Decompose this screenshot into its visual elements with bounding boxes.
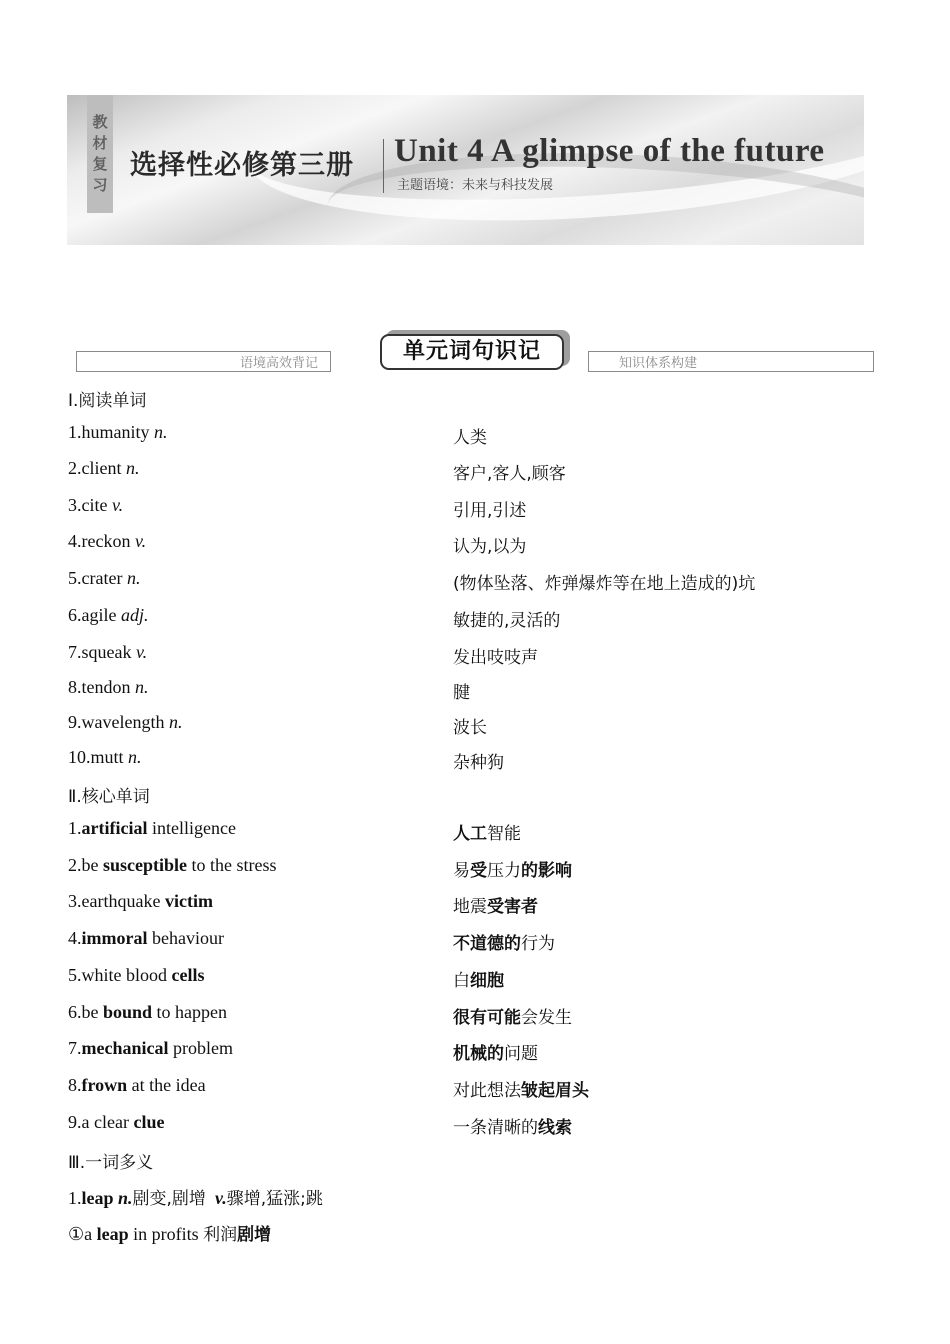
- item-number: 5.: [68, 568, 82, 588]
- item-number: 1.: [68, 1188, 82, 1208]
- item-key-word: immoral: [81, 928, 148, 948]
- banner-divider: [383, 139, 384, 193]
- example-meaning-key: 剧增: [237, 1225, 272, 1245]
- list-item: [68, 855, 277, 876]
- meaning-plain: 易: [453, 861, 470, 881]
- list-item: [68, 891, 213, 912]
- list-item: [68, 1038, 233, 1059]
- list-item: [68, 818, 236, 839]
- item-word: client: [81, 458, 122, 478]
- meaning-key: 机械的: [453, 1044, 504, 1064]
- side-tab-char: 材: [92, 134, 108, 152]
- example-post: in profits: [128, 1224, 204, 1244]
- meaning-key: 线索: [538, 1118, 572, 1138]
- item-key-word: artificial: [81, 818, 148, 838]
- meaning-key: 皱起眉头: [521, 1081, 589, 1101]
- list-item: [68, 1112, 164, 1133]
- item-pos: n.: [118, 1188, 133, 1208]
- item-key-word: clue: [133, 1112, 165, 1132]
- item-phrase-pre: earthquake: [81, 891, 165, 911]
- item-phrase-rest: behaviour: [147, 928, 224, 948]
- item-number: 8.: [68, 1075, 82, 1095]
- example-sentence: [68, 1220, 271, 1245]
- meaning-plain: 对此想法: [453, 1081, 521, 1101]
- item-number: 6.: [68, 605, 82, 625]
- theme-subtitle: 主题语境：未来与科技发展: [397, 178, 554, 193]
- item-word: wavelength: [81, 712, 165, 732]
- section-header: [76, 330, 874, 374]
- item-pos: n.: [125, 458, 140, 478]
- item-number: 1.: [68, 818, 82, 838]
- section-title: 单元词句识记: [380, 334, 564, 370]
- item-meaning: 腱: [453, 683, 470, 703]
- item-pos: v.: [111, 495, 124, 515]
- item-phrase-rest: to the stress: [187, 855, 277, 875]
- item-meaning: (物体坠落、炸弹爆炸等在地上造成的)坑: [453, 574, 756, 594]
- meaning-plain: 问题: [504, 1044, 538, 1064]
- item-meaning: 波长: [453, 718, 487, 738]
- item-meaning: [453, 856, 572, 881]
- item-number: 10.: [68, 747, 91, 767]
- item-phrase-pre: a clear: [81, 1112, 134, 1132]
- item-word: mutt: [90, 747, 124, 767]
- meaning-plain: 地震: [453, 897, 487, 917]
- item-pos: n.: [154, 422, 168, 442]
- item-phrase-pre: be: [81, 1002, 103, 1022]
- item-word: squeak: [81, 642, 132, 662]
- item-phrase-rest: at the idea: [127, 1075, 206, 1095]
- item-word: crater: [81, 568, 123, 588]
- meaning-key: 的影响: [521, 861, 572, 881]
- item-meaning: [453, 966, 504, 991]
- example-pre: a: [84, 1224, 97, 1244]
- section-right-label: 知识体系构建: [619, 356, 698, 371]
- item-number: 2.: [68, 855, 82, 875]
- item-meaning: 杂种狗: [453, 753, 504, 773]
- item-phrase-rest: to happen: [152, 1002, 228, 1022]
- item-meaning: [453, 819, 521, 844]
- list-item: [68, 1075, 206, 1096]
- item-key-word: bound: [103, 1002, 153, 1022]
- item-meaning: [453, 892, 538, 917]
- item-meaning: 人类: [453, 428, 487, 448]
- list-item: [68, 712, 182, 733]
- list-item: [68, 1002, 227, 1023]
- item-phrase-pre: be: [81, 855, 103, 875]
- item-pos: n.: [128, 747, 142, 767]
- item-key-word: victim: [164, 891, 213, 911]
- item-pos: v.: [214, 1188, 227, 1208]
- list-item: [68, 642, 147, 663]
- side-tab-char: 复: [92, 155, 108, 173]
- part3-heading: Ⅲ.一词多义: [68, 1153, 154, 1173]
- list-item: [68, 458, 139, 479]
- list-item: [68, 928, 224, 949]
- item-number: 7.: [68, 1038, 82, 1058]
- example-meaning-plain: 利润: [203, 1225, 238, 1245]
- item-number: 8.: [68, 677, 82, 697]
- part2-heading: Ⅱ.核心单词: [68, 787, 150, 807]
- item-key-word: leap: [81, 1188, 114, 1208]
- item-number: 9.: [68, 712, 82, 732]
- item-meaning: [453, 1003, 572, 1028]
- meaning-key: 很有可能: [453, 1008, 521, 1028]
- item-phrase-rest: problem: [168, 1038, 233, 1058]
- meaning-plain: 智能: [487, 824, 521, 844]
- meaning-plain: 一条清晰的: [453, 1118, 538, 1138]
- meaning-plain: 压力: [487, 861, 521, 881]
- list-item: [68, 965, 205, 986]
- list-item: [68, 677, 149, 698]
- item-meaning: [453, 1113, 572, 1138]
- item-meaning: 认为,以为: [453, 537, 527, 557]
- item-word: reckon: [81, 531, 131, 551]
- meaning-plain: 会发生: [521, 1008, 572, 1028]
- list-item: [68, 531, 146, 552]
- meaning-key: 不道德的: [453, 934, 521, 954]
- meaning-key: 受: [470, 861, 487, 881]
- item-key-word: cells: [171, 965, 205, 985]
- meaning-key: 受害者: [487, 897, 538, 917]
- title-banner: [67, 95, 864, 245]
- meaning-plain: 白: [453, 971, 470, 991]
- item-number: 4.: [68, 928, 82, 948]
- meaning-key: 细胞: [470, 971, 504, 991]
- side-tab-char: 习: [92, 176, 108, 194]
- unit-title: Unit 4 A glimpse of the future: [394, 133, 825, 169]
- item-number: 4.: [68, 531, 82, 551]
- list-item: [68, 422, 168, 443]
- item-pos: v.: [135, 642, 148, 662]
- item-number: 6.: [68, 1002, 82, 1022]
- item-pos: v.: [134, 531, 147, 551]
- item-number: 7.: [68, 642, 82, 662]
- item-phrase-pre: white blood: [81, 965, 172, 985]
- item-word: humanity: [81, 422, 150, 442]
- list-item: [68, 495, 123, 516]
- item-meaning: 发出吱吱声: [453, 648, 538, 668]
- book-title: 选择性必修第三册: [130, 150, 354, 181]
- polysemy-entry: [68, 1184, 323, 1209]
- item-meaning: 引用,引述: [453, 501, 527, 521]
- item-pos: n.: [168, 712, 183, 732]
- item-number: 2.: [68, 458, 82, 478]
- item-meaning: 敏捷的,灵活的: [453, 611, 561, 631]
- item-meaning: [453, 1076, 589, 1101]
- side-tab: [87, 95, 113, 213]
- meaning-plain: 行为: [521, 934, 555, 954]
- item-meaning: 客户,客人,顾客: [453, 464, 566, 484]
- item-word: agile: [81, 605, 117, 625]
- item-key-word: frown: [81, 1075, 128, 1095]
- item-number: 5.: [68, 965, 82, 985]
- example-mark: ①: [68, 1224, 85, 1244]
- item-key-word: susceptible: [103, 855, 188, 875]
- item-meaning: [453, 1039, 538, 1064]
- example-key: leap: [96, 1224, 129, 1244]
- item-number: 9.: [68, 1112, 82, 1132]
- list-item: [68, 605, 149, 626]
- list-item: [68, 747, 142, 768]
- part1-heading: Ⅰ.阅读单词: [68, 391, 147, 411]
- meaning-key: 人工: [453, 824, 487, 844]
- item-word: tendon: [81, 677, 131, 697]
- item-phrase-rest: intelligence: [147, 818, 236, 838]
- item-meaning: 剧变,剧增: [132, 1189, 206, 1209]
- item-number: 3.: [68, 891, 82, 911]
- item-meaning: [453, 929, 555, 954]
- item-word: cite: [81, 495, 108, 515]
- item-key-word: mechanical: [81, 1038, 169, 1058]
- side-tab-char: 教: [92, 113, 108, 131]
- item-pos: adj.: [120, 605, 149, 625]
- section-left-label: 语境高效背记: [240, 356, 319, 371]
- item-pos: n.: [135, 677, 149, 697]
- item-number: 3.: [68, 495, 82, 515]
- item-meaning: 骤增,猛涨;跳: [226, 1189, 323, 1209]
- list-item: [68, 568, 140, 589]
- item-number: 1.: [68, 422, 82, 442]
- item-pos: n.: [126, 568, 141, 588]
